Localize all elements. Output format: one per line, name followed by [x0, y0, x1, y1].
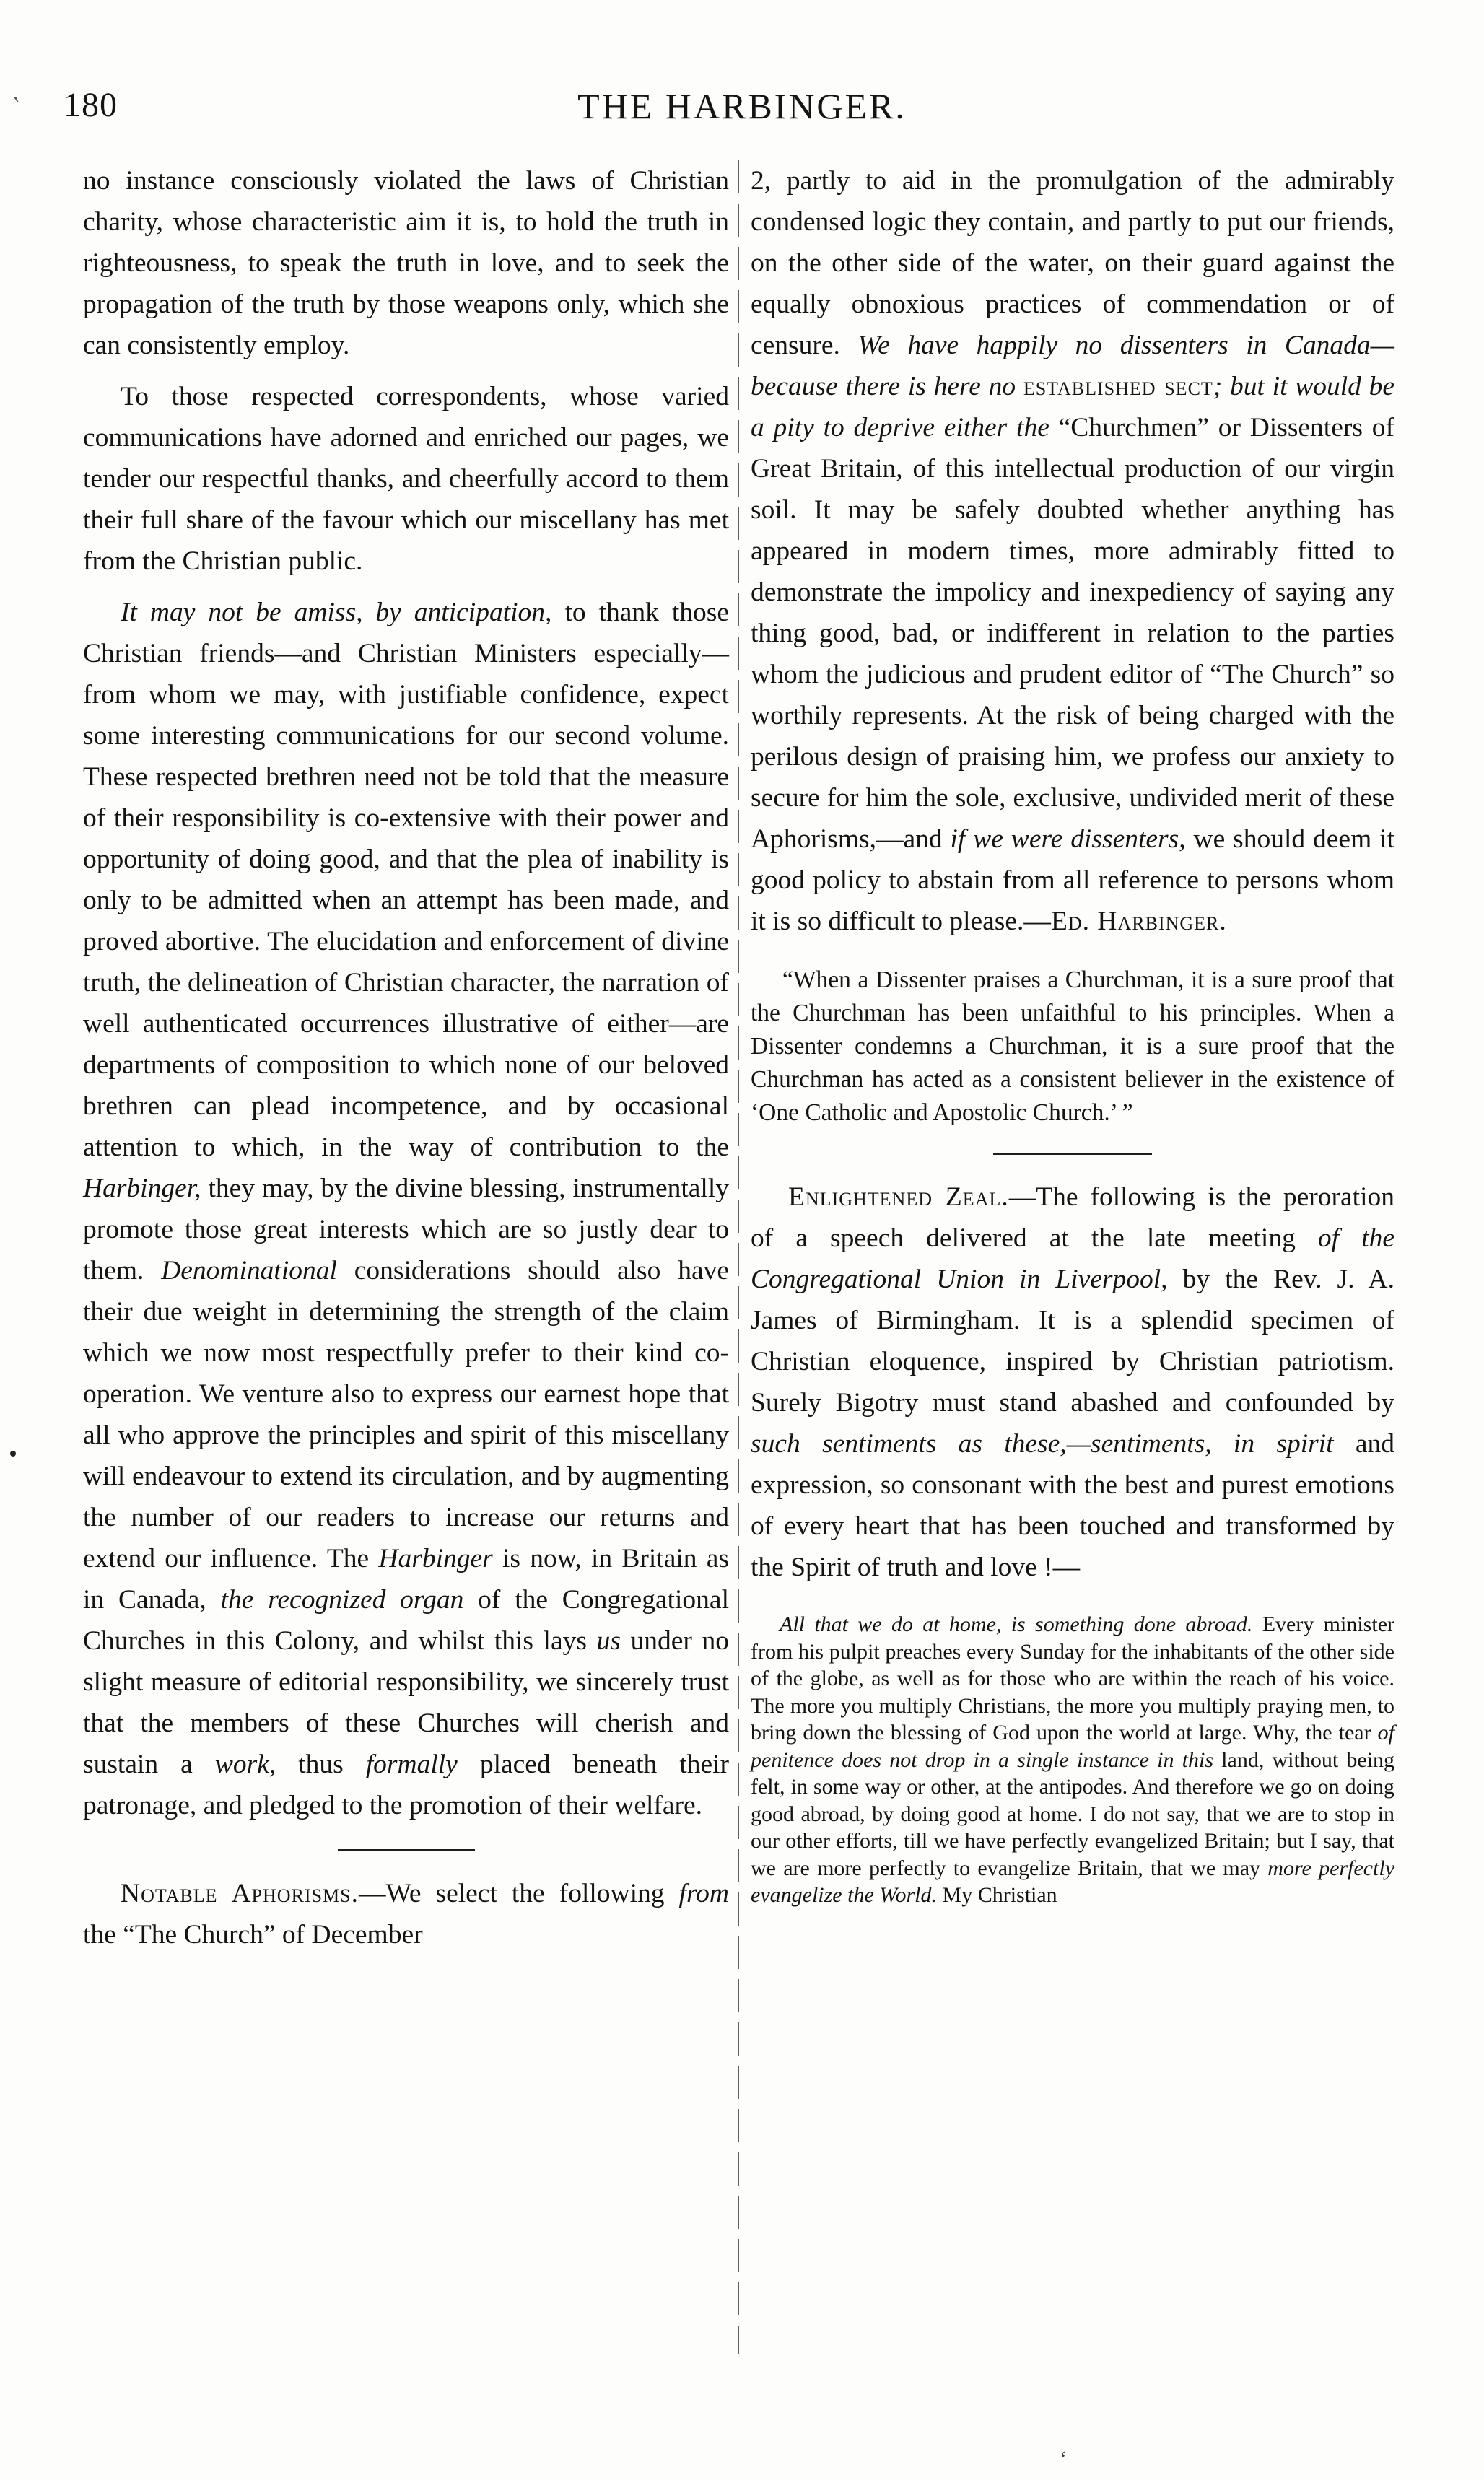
editor-signature: Ed. Harbinger. [1050, 907, 1227, 936]
italic-recognized: the recognized organ [220, 1585, 464, 1615]
journal-title: THE HARBINGER. [577, 86, 907, 126]
italic-evangelize-world: more perfectly evangelize the World. [751, 1856, 1395, 1907]
italic-harbinger: Harbinger, [83, 1174, 201, 1203]
paragraph-text: is now, in Britain as in Canada, [83, 1544, 729, 1615]
running-head [0, 85, 1484, 143]
paragraph-text: under no slight measure of editorial responsibility, we sincerely trust that the members of these Churches will cherish and sustain a [83, 1626, 730, 1779]
section-heading-zeal: Enlightened Zeal. [788, 1182, 1009, 1212]
paragraph-correspondents: To those respected correspondents, whose varied communications have adorned and enriched our pages, we tender our respectful thanks, and cheerfully accord to them their full share of the favour which our miscellany has met from the Christian public. [83, 382, 729, 576]
italic-denominational: Denominational [161, 1256, 337, 1285]
italic-formally: formally [365, 1750, 458, 1779]
paragraph-text: we should deem it good policy to abstain from all reference to persons whom it is so difficult to please.— [751, 824, 1394, 936]
section-rule [338, 1849, 475, 1851]
margin-mark: ‵ [13, 93, 19, 122]
paragraph-text: and expression, so consonant with the best and purest emotions of every heart that has been touched and transformed by the Spirit of truth and love !— [751, 1429, 1394, 1582]
left-column [83, 160, 729, 1955]
paragraph-text: —The following is the peroration of a speech delivered at the late meeting [751, 1182, 1394, 1253]
paragraph-zeal [751, 1176, 1394, 1588]
paragraph-text: considerations should also have their due weight in determining the strength of the claim which we now most respectfully prefer to their kind co-operation. We venture also to express our earnest hope that all who approve the principles and spirit of this miscellany will endeavour to extend its circulation, and by augmenting the number of our readers to increase our returns and extend our influence. The [83, 1256, 730, 1573]
italic-from: from [678, 1879, 729, 1908]
italic-extract-lead: All that we do at home, is something done abroad. [780, 1612, 1253, 1636]
paragraph-text: 2, partly to aid in the promulgation of the admirably condensed logic they contain, and partly to put our friends, on the other side of the water, on their guard against the equally obnoxious practices of commendation or of censure. [751, 166, 1394, 360]
italic-pity: ; but it would be a pity to deprive either the [751, 372, 1394, 442]
right-column [751, 160, 1394, 1909]
paragraph-text: by the Rev. J. A. James of Birmingham. It is a splendid specimen of Christian eloquence, inspired by Christian patriotism. Surely Bigotry must stand abashed and confounded by [751, 1265, 1394, 1418]
paragraph-continuation: no instance consciously violated the laws of Christian charity, whose characteristic aim it is, to hold the truth in righteousness, to speak the truth in love, and to seek the propagation of the truth by those weapons only, which she can consistently employ. [83, 166, 729, 360]
section-rule [993, 1153, 1152, 1155]
italic-no-dissenters: We have happily no dissenters in Canada—because there is here no [751, 331, 1395, 401]
italic-work: work, [214, 1750, 276, 1779]
paragraph-aphorisms [83, 1873, 729, 1955]
extract-text: My Christian [937, 1883, 1057, 1907]
paragraph-text: thus [276, 1750, 366, 1779]
paragraph-ministers [83, 592, 729, 1826]
italic-lead: It may not be amiss, by anticipation, [121, 598, 552, 627]
paragraph-text: of the Congregational Churches in this Colony, and whilst this lays [83, 1585, 729, 1656]
italic-penitence: of penitence does not drop in a single instance in this [751, 1721, 1394, 1772]
section-heading-aphorisms: Notable Aphorisms. [121, 1879, 359, 1908]
bottom-mark: ʻ [1060, 2447, 1067, 2471]
page-number: 180 [64, 86, 118, 124]
margin-dot [10, 1451, 16, 1457]
italic-sentiments: such sentiments as these,—sentiments, in spirit [751, 1429, 1334, 1459]
italic-if-dissenters: if we were dissenters, [950, 824, 1186, 854]
extract-text: Every minister from his pulpit preaches every Sunday for the inhabitants of the other side of the globe, as well as for those who are within the reach of his voice. The more you multiply Christians, the more you multiply praying men, to bring down the blessing of God upon the world at large. Why, the tear [751, 1612, 1394, 1745]
italic-harbinger: Harbinger [378, 1544, 493, 1573]
column-divider [738, 160, 739, 2354]
extract-text: land, without being felt, in some way or other, at the antipodes. And therefore we go on doing good abroad, by doing good at home. I do not say, that we are to stop in our other efforts, till we have perfectly evangelized Britain; but I say, that we are more perfectly to evangelize Britain, that we may [751, 1747, 1394, 1880]
paragraph-text: they may, by the divine blessing, instrumentally promote those great interests which are so justly dear to them. [83, 1174, 729, 1285]
paragraph-aphorisms-continued [751, 160, 1394, 942]
paragraph-text: placed beneath their patronage, and pledged to the promotion of their welfare. [83, 1750, 729, 1820]
italic-congregational-union: of the Congregational Union in Liverpool, [751, 1223, 1394, 1294]
paragraph-text: —We select the following [358, 1879, 679, 1908]
established-sect: established sect [1023, 372, 1213, 401]
aphorism-quote: “When a Dissenter praises a Churchman, it is a sure proof that the Churchman has been unfaithful to his principles. When a Dissenter condemns a Churchman, it is a sure proof that the Churchman has acted as a consistent believer in the existence of ‘One Catholic and Apostolic Church.’ ” [751, 966, 1394, 1126]
paragraph-text: to thank those Christian friends—and Christian Ministers especially—from whom we may, with justifiable confidence, expect some interesting communications for our second volume. These respected brethren need not be told that the measure of their responsibility is co-extensive with their power and opportunity of doing good, and that the plea of inability is only to be admitted when an attempt has been made, and proved abortive. The elucidation and enforcement of divine truth, the delineation of Christian character, the narration of well authenticated occurrences illustrative of either—are departments of composition to which none of our beloved brethren can plead incompetence, and by occasional attention to which, in the way of contribution to the [83, 598, 730, 1162]
italic-us: us [596, 1626, 621, 1656]
speech-extract [751, 1611, 1394, 1909]
paragraph-text: “Churchmen” or Dissenters of Great Britain, of this intellectual production of our virgin soil. It may be safely doubted whether anything has appeared in modern times, more admirably fitted to demonstrate the impolicy and inexpediency of saying any thing good, bad, or indifferent in relation to the parties whom the judicious and prudent editor of “The Church” so worthily represents. At the risk of being charged with the perilous design of praising him, we profess our anxiety to secure for him the sole, exclusive, undivided merit of these Aphorisms,—and [751, 413, 1394, 854]
paragraph-text: the “The Church” of December [83, 1920, 423, 1949]
